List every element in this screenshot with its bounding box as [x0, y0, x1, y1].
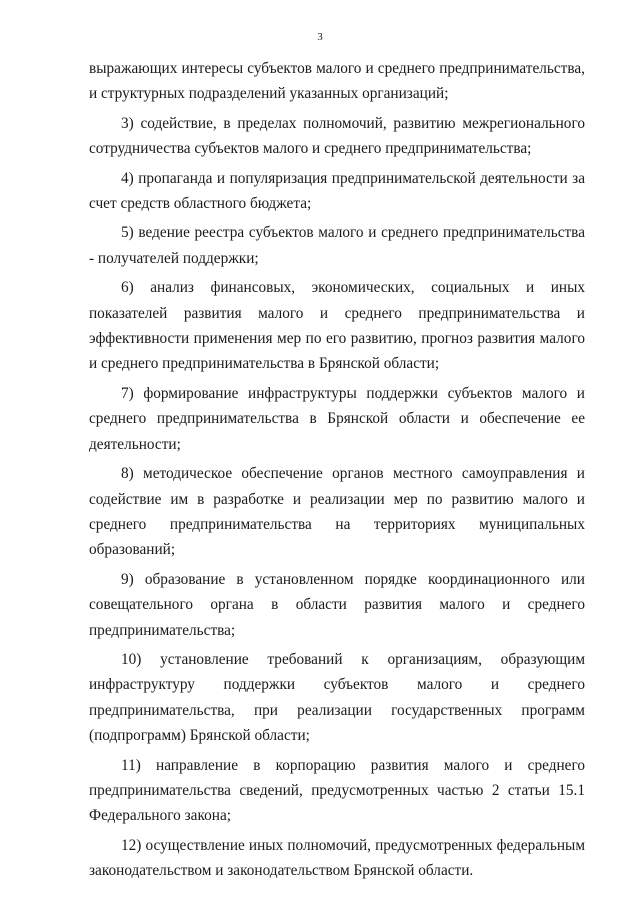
paragraph-item-7: 7) формирование инфраструктуры поддержки субъектов малого и среднего предпринимательства в Брянской области и обеспечение ее деятельности; — [89, 384, 585, 453]
page-number: 3 — [317, 31, 323, 43]
paragraph-item-10: 10) установление требований к организациям, образующим инфраструктуру поддержки субъектов малого и среднего предпринимательства, при реализации государственных программ (подпрограмм) Брянской области; — [89, 650, 585, 745]
paragraph-continuation: выражающих интересы субъектов малого и среднего предпринимательства, и структурных подразделений указанных организаций; — [89, 60, 585, 103]
paragraph-item-6: 6) анализ финансовых, экономических, социальных и иных показателей развития малого и среднего предпринимательства и эффективности применения мер по его развитию, прогноз развития малого и среднего предпринимательства в Брянской области; — [89, 279, 585, 373]
paragraph-item-5: 5) ведение реестра субъектов малого и среднего предпринимательства - получателей поддержки; — [89, 224, 585, 267]
paragraph-item-3: 3) содействие, в пределах полномочий, развитию межрегионального сотрудничества субъектов малого и среднего предпринимательства; — [89, 114, 585, 158]
paragraph-item-8: 8) методическое обеспечение органов местного самоуправления и содействие им в разработке и реализации мер по развитию малого и среднего предпринимательства на территориях муниципальных образований; — [89, 465, 585, 559]
paragraph-item-9: 9) образование в установленном порядке координационного или совещательного органа в области развития малого и среднего предпринимательства; — [89, 570, 585, 639]
document-body — [89, 56, 585, 888]
paragraph-item-11: 11) направление в корпорацию развития малого и среднего предпринимательства сведений, предусмотренных частью 2 статьи 15.1 Федерального закона; — [89, 756, 585, 825]
paragraph-item-4: 4) пропаганда и популяризация предпринимательской деятельности за счет средств областного бюджета; — [89, 169, 585, 213]
paragraph-item-12: 12) осуществление иных полномочий, предусмотренных федеральным законодательством и законодательством Брянской области. — [89, 836, 585, 880]
